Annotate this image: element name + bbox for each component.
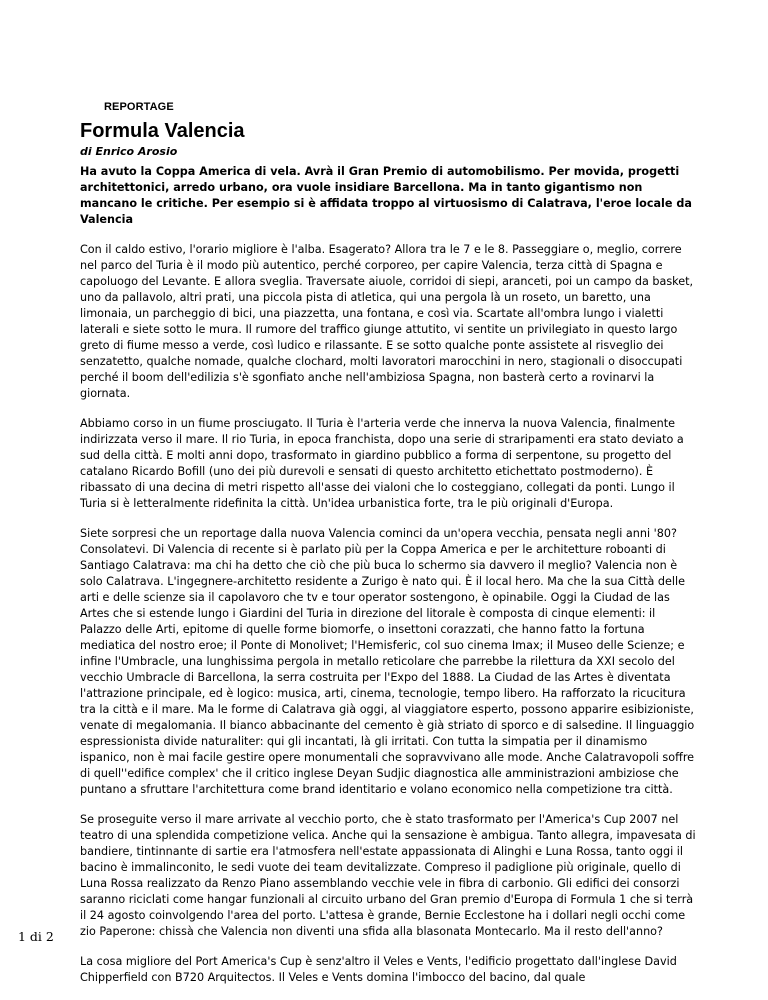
body-paragraph-2: Abbiamo corso in un fiume prosciugato. Il Turia è l'arteria verde che innerva la nuova Valencia, finalmente indirizzata verso il mare. Il rio Turia, in epoca franchista, dopo una serie di straripamenti era stato deviato a sud della città. E molti anni dopo, trasformato in giardino pubblico a forma di serpentone, su progetto del catalano Ricardo Bofill (uno dei più durevoli e sensati di questo architetto etichettato postmoderno). È ribassato di una decina di metri rispetto all'asse dei vialoni che lo costeggiano, collegati da ponti. Lungo il Turia si è letteralmente ridefinita la città. Un'idea urbanistica forte, tra le più originali d'Europa. <box>80 417 684 510</box>
article-lead: Ha avuto la Coppa America di vela. Avrà il Gran Premio di automobilismo. Per movida, progetti architettonici, arredo urbano, ora vuole insidiare Barcellona. Ma in tanto gigantismo non mancano le critiche. Per esempio si è affidata troppo al virtuosismo di Calatrava, l'eroe locale da Valencia <box>80 165 692 226</box>
article <box>80 101 698 1000</box>
page-number: 1 di 2 <box>18 929 54 944</box>
section-label: REPORTAGE <box>104 101 174 113</box>
body-paragraph-3: Siete sorpresi che un reportage dalla nuova Valencia cominci da un'opera vecchia, pensata negli anni '80? Consolatevi. Di Valencia di recente si è parlato più per la Coppa America e per le architetture roboanti di Santiago Calatrava: ma chi ha detto che ciò che più buca lo schermo sia davvero il meglio? Valencia non è solo Calatrava. L'ingegnere-architetto residente a Zurigo è nato qui. È il local hero. Ma che la sua Città delle arti e delle scienze sia il capolavoro che tv e tour operator sostengono, è opinabile. Oggi la Ciudad de las Artes che si estende lungo i Giardini del Turia in direzione del litorale è composta di cinque elementi: il Palazzo delle Arti, epitome di quelle forme biomorfe, o insettoni corazzati, che hanno fatto la fortuna mediatica del nostro eroe; il Ponte di Monolivet; l'Hemisferic, col suo cinema Imax; il Museo delle Scienze; e infine l'Umbracle, una lunghissima pergola in metallo reticolare che parrebbe la rilettura da XXI secolo del vecchio Umbracle di Barcellona, la serra costruita per l'Expo del 1888. La Ciudad de las Artes è diventata l'attrazione principale, ed è logico: musica, arti, cinema, tecnologie, tempo libero. Ha rafforzato la ricucitura tra la città e il mare. Ma le forme di Calatrava già oggi, al viaggiatore esperto, possono apparire esibizioniste, venate di megalomania. Il bianco abbacinante del cemento è già striato di sporco e di salsedine. Il linguaggio espressionista divide naturaliter: qui gli incantati, là gli irritati. Con tutta la simpatia per il dinamismo ispanico, non è mai facile gestire opere monumentali che sopravvivano alle mode. Anche Calatravopoli soffre di quell''edifice complex' che il critico inglese Deyan Sudjic diagnostica alle amministrazioni ambiziose che puntano a sfruttare l'architettura come brand identitario e volano economico nella competizione tra città. <box>80 527 695 796</box>
body-paragraph-5: La cosa migliore del Port America's Cup è senz'altro il Veles e Vents, l'edificio progettato dall'inglese David Chipperfield con B720 Arquitectos. Il Veles e Vents domina l'imbocco del bacino, dal quale <box>80 955 677 984</box>
body-paragraph-1: Con il caldo estivo, l'orario migliore è l'alba. Esagerato? Allora tra le 7 e le 8. Passeggiare o, meglio, correre nel parco del Turia è il modo più autentico, perché corporeo, per capire Valencia, terza città di Spagna e capoluogo del Levante. E allora sveglia. Traversate aiuole, corridoi di siepi, aranceti, poi un campo da basket, uno da pallavolo, altri prati, una piccola pista di atletica, qui una pergola là un roseto, un baretto, una limonaia, un parcheggio di bici, una piazzetta, una fontana, e così via. Scartate all'ombra lungo i vialetti laterali e siete sotto le mura. Il rumore del traffico giunge attutito, vi sentite un privilegiato in questo largo greto di fiume messo a verde, così ludico e rilassante. E se sotto qualche ponte assistete al risveglio dei senzatetto, qualche nomade, qualche clochard, molti lavoratori marocchini in nero, stagionali o disoccupati perché il boom dell'edilizia s'è sgonfiato anche nell'ambiziosa Spagna, non basterà certo a rovinarvi la giornata. <box>80 243 694 400</box>
article-title: Formula Valencia <box>80 120 245 142</box>
body-paragraph-4: Se proseguite verso il mare arrivate al vecchio porto, che è stato trasformato per l'America's Cup 2007 nel teatro di una splendida competizione velica. Anche qui la sensazione è ambigua. Tanto allegra, impavesata di bandiere, tintinnante di sartie era l'atmosfera nell'estate appassionata di Alinghi e Luna Rossa, tanto oggi il bacino è immalinconito, le sedi vuote dei team devitalizzate. Compreso il padiglione più originale, quello di Luna Rossa realizzato da Renzo Piano assemblando vecchie vele in fibra di carbonio. Gli edifici dei consorzi saranno riciclati come hangar funzionali al circuito urbano del Gran premio d'Europa di Formula 1 che si terrà il 24 agosto coinvolgendo l'area del porto. L'attesa è grande, Bernie Ecclestone ha i dollari negli occhi come zio Paperone: chissà che Valencia non diventi una sfida alla blasonata Montecarlo. Ma il resto dell'anno? <box>80 813 696 938</box>
article-byline: di Enrico Arosio <box>80 145 178 158</box>
